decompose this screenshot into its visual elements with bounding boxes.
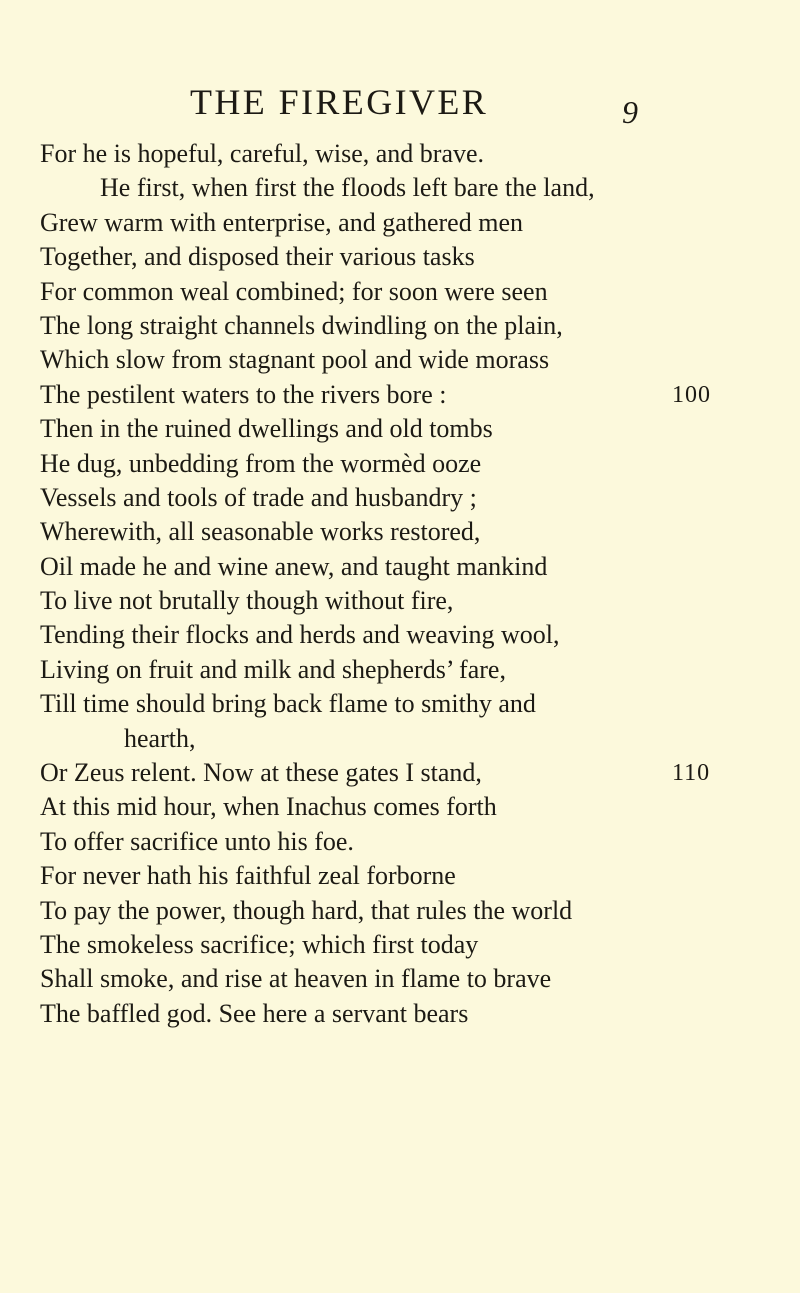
verse-line: Vessels and tools of trade and husbandry ; bbox=[40, 482, 477, 512]
verse-line: For never hath his faithful zeal forborne bbox=[40, 861, 456, 891]
verse-line-turnover: hearth, bbox=[124, 723, 196, 753]
verse-line: He dug, unbedding from the wormèd ooze bbox=[40, 448, 482, 478]
verse-line-numbered bbox=[40, 756, 780, 790]
verse-line: To offer sacrifice unto his foe. bbox=[40, 826, 354, 856]
verse-line: Which slow from stagnant pool and wide morass bbox=[40, 345, 550, 375]
verse-line: Together, and disposed their various tasks bbox=[40, 242, 475, 272]
verse-line: Wherewith, all seasonable works restored, bbox=[40, 517, 481, 547]
line-number-110: 110 bbox=[672, 760, 711, 787]
verse-line: For he is hopeful, careful, wise, and brave. bbox=[40, 139, 485, 168]
verse-line: The long straight channels dwindling on the plain, bbox=[40, 310, 563, 340]
poem-text bbox=[40, 137, 780, 1031]
verse-line: Grew warm with enterprise, and gathered men bbox=[40, 207, 523, 237]
verse-line: To pay the power, though hard, that rules the world bbox=[40, 895, 573, 925]
verse-line: Till time should bring back flame to smithy and bbox=[40, 689, 536, 719]
verse-line: Then in the ruined dwellings and old tombs bbox=[40, 414, 493, 444]
verse-line-numbered bbox=[40, 378, 780, 412]
verse-line-text: The pestilent waters to the rivers bore : bbox=[40, 379, 447, 409]
verse-line: Oil made he and wine anew, and taught mankind bbox=[40, 551, 548, 581]
verse-line: He first, when first the floods left bare the land, bbox=[100, 173, 595, 203]
verse-line: Tending their flocks and herds and weaving wool, bbox=[40, 620, 560, 650]
verse-line: The smokeless sacrifice; which first today bbox=[40, 929, 479, 959]
running-title: THE FIREGIVER bbox=[190, 82, 489, 122]
verse-line: At this mid hour, when Inachus comes forth bbox=[40, 792, 497, 822]
verse-line: For common weal combined; for soon were seen bbox=[40, 276, 548, 306]
verse-line: Shall smoke, and rise at heaven in flame to brave bbox=[40, 964, 552, 994]
verse-line-text: Or Zeus relent. Now at these gates I stand, bbox=[40, 758, 482, 788]
verse-line: The baffled god. See here a servant bears bbox=[40, 998, 469, 1028]
line-number-100: 100 bbox=[672, 381, 711, 408]
verse-line: Living on fruit and milk and shepherds’ fare, bbox=[40, 654, 506, 684]
verse-line: To live not brutally though without fire, bbox=[40, 586, 454, 616]
page-number: 9 bbox=[622, 94, 638, 130]
